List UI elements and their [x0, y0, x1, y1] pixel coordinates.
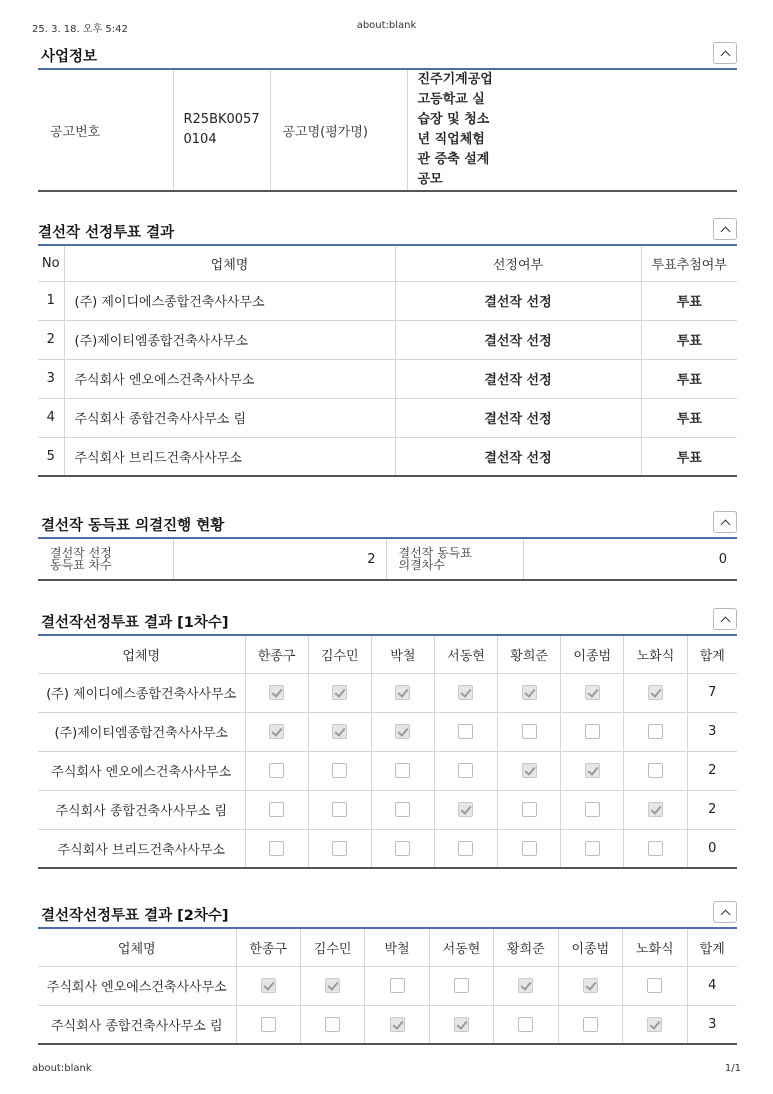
checkbox-unchecked-icon: [585, 841, 600, 856]
checkbox-checked-icon: [458, 802, 473, 817]
vote-total: 4: [687, 966, 737, 1005]
tie-section: [38, 507, 737, 581]
vote-cell: [434, 790, 497, 829]
footer-url: about:blank: [32, 1063, 92, 1074]
vote-cell: [308, 673, 371, 712]
checkbox-unchecked-icon: [648, 763, 663, 778]
vote-cell: [498, 751, 561, 790]
tie-resolve-label: 결선작 동득표 의결차수: [386, 538, 523, 580]
checkbox-checked-icon: [585, 685, 600, 700]
vote-cell: [245, 751, 308, 790]
vote-round1-section: [38, 604, 737, 869]
table-row: [38, 1005, 737, 1044]
checkbox-unchecked-icon: [269, 802, 284, 817]
table-row: 4 주식회사 종합건축사사무소 림 결선작 선정 투표: [38, 398, 737, 437]
col-total: 합계: [687, 928, 737, 966]
vote-cell: [245, 712, 308, 751]
col-judge: 서동현: [429, 928, 493, 966]
header-row: [38, 928, 737, 966]
checkbox-unchecked-icon: [648, 841, 663, 856]
company-name: 주식회사 종합건축사사무소 림: [38, 1005, 236, 1044]
col-selected: 선정여부: [395, 245, 641, 281]
table-row: [38, 790, 737, 829]
col-judge: 박철: [365, 928, 429, 966]
checkbox-checked-icon: [458, 685, 473, 700]
checkbox-checked-icon: [522, 685, 537, 700]
vote-cell: [498, 790, 561, 829]
checkbox-unchecked-icon: [269, 841, 284, 856]
vote-cell: [365, 966, 429, 1005]
checkbox-checked-icon: [648, 802, 663, 817]
checkbox-unchecked-icon: [269, 763, 284, 778]
checkbox-checked-icon: [269, 685, 284, 700]
table-row: [38, 712, 737, 751]
col-judge: 박철: [371, 635, 434, 673]
notice-name-label: 공고명(평가명): [270, 69, 407, 191]
section-header: [38, 507, 737, 537]
section-header: [38, 604, 737, 634]
collapse-chevron-up-icon[interactable]: [713, 511, 737, 533]
tie-round-label: 결선작 선정 동득표 차수: [38, 538, 173, 580]
col-judge: 한종구: [245, 635, 308, 673]
notice-no-value: R25BK0057 0104: [173, 69, 270, 191]
checkbox-checked-icon: [585, 763, 600, 778]
checkbox-checked-icon: [332, 724, 347, 739]
section-title: 결선작선정투표 결과 [2차수]: [41, 908, 229, 924]
checkbox-unchecked-icon: [518, 1017, 533, 1032]
vote-cell: [365, 1005, 429, 1044]
vote-cell: [308, 829, 371, 868]
col-judge: 이종범: [558, 928, 622, 966]
table-row: 3 주식회사 엔오에스건축사사무소 결선작 선정 투표: [38, 359, 737, 398]
vote-cell: [371, 790, 434, 829]
checkbox-unchecked-icon: [458, 763, 473, 778]
company-name: 주식회사 브리드건축사사무소: [38, 829, 245, 868]
checkbox-checked-icon: [395, 685, 410, 700]
company-name: 주식회사 엔오에스건축사사무소: [38, 751, 245, 790]
biz-info-table: [38, 68, 737, 192]
vote-round2-section: [38, 897, 737, 1045]
vote-cell: [236, 1005, 300, 1044]
vote-cell: [624, 712, 687, 751]
vote-cell: [371, 673, 434, 712]
col-total: 합계: [687, 635, 737, 673]
vote-cell: [371, 829, 434, 868]
checkbox-checked-icon: [261, 978, 276, 993]
col-no: No: [38, 245, 64, 281]
vote-cell: [434, 673, 497, 712]
vote-total: 3: [687, 712, 737, 751]
vote-cell: [245, 673, 308, 712]
checkbox-unchecked-icon: [332, 802, 347, 817]
checkbox-unchecked-icon: [458, 841, 473, 856]
col-judge: 서동현: [434, 635, 497, 673]
vote-cell: [558, 1005, 622, 1044]
section-title: 결선작 동득표 의결진행 현황: [41, 518, 225, 534]
checkbox-checked-icon: [390, 1017, 405, 1032]
checkbox-checked-icon: [583, 978, 598, 993]
print-date: 25. 3. 18. 오후 5:42: [32, 24, 128, 35]
vote-cell: [561, 790, 624, 829]
col-method: 투표추첨여부: [641, 245, 737, 281]
vote-cell: [245, 790, 308, 829]
collapse-chevron-up-icon[interactable]: [713, 608, 737, 630]
table-row: 1 (주) 제이디에스종합건축사사무소 결선작 선정 투표: [38, 281, 737, 320]
col-judge: 이종범: [561, 635, 624, 673]
checkbox-checked-icon: [647, 1017, 662, 1032]
col-judge: 노화식: [624, 635, 687, 673]
vote-round2-table: [38, 927, 737, 1045]
col-company: 업체명: [38, 928, 236, 966]
company-name: (주) 제이디에스종합건축사사무소: [38, 673, 245, 712]
vote-cell: [624, 790, 687, 829]
company-name: 주식회사 엔오에스건축사사무소: [38, 966, 236, 1005]
section-title: 결선작선정투표 결과 [1차수]: [41, 615, 229, 631]
vote-cell: [558, 966, 622, 1005]
result-section: [38, 214, 737, 477]
section-title: 결선작 선정투표 결과: [38, 225, 175, 241]
col-company: 업체명: [64, 245, 395, 281]
result-table: [38, 244, 737, 477]
vote-cell: [434, 751, 497, 790]
vote-total: 2: [687, 751, 737, 790]
table-row: 5 주식회사 브리드건축사사무소 결선작 선정 투표: [38, 437, 737, 476]
checkbox-checked-icon: [518, 978, 533, 993]
checkbox-unchecked-icon: [261, 1017, 276, 1032]
collapse-chevron-up-icon[interactable]: [713, 218, 737, 240]
vote-cell: [308, 790, 371, 829]
section-title: 사업정보: [41, 49, 98, 65]
vote-cell: [623, 966, 687, 1005]
collapse-chevron-up-icon[interactable]: [713, 901, 737, 923]
table-row: [38, 966, 737, 1005]
checkbox-unchecked-icon: [648, 724, 663, 739]
vote-cell: [623, 1005, 687, 1044]
vote-cell: [561, 751, 624, 790]
checkbox-unchecked-icon: [395, 763, 410, 778]
notice-no-label: 공고번호: [38, 69, 173, 191]
checkbox-unchecked-icon: [332, 841, 347, 856]
checkbox-unchecked-icon: [395, 802, 410, 817]
checkbox-unchecked-icon: [647, 978, 662, 993]
print-title: about:blank: [356, 20, 417, 31]
company-name: (주)제이티엠종합건축사사무소: [38, 712, 245, 751]
vote-cell: [494, 966, 558, 1005]
checkbox-unchecked-icon: [585, 802, 600, 817]
col-judge: 황희준: [494, 928, 558, 966]
table-row: 2 (주)제이티엠종합건축사사무소 결선작 선정 투표: [38, 320, 737, 359]
header-row: [38, 635, 737, 673]
vote-total: 7: [687, 673, 737, 712]
table-row: [38, 751, 737, 790]
vote-cell: [300, 966, 364, 1005]
vote-cell: [371, 712, 434, 751]
vote-cell: [561, 673, 624, 712]
col-judge: 김수민: [300, 928, 364, 966]
checkbox-unchecked-icon: [325, 1017, 340, 1032]
vote-cell: [624, 751, 687, 790]
vote-cell: [371, 751, 434, 790]
print-header: [32, 20, 741, 34]
biz-info-section: [38, 38, 737, 192]
vote-cell: [561, 829, 624, 868]
vote-cell: [245, 829, 308, 868]
col-judge: 노화식: [623, 928, 687, 966]
vote-total: 2: [687, 790, 737, 829]
checkbox-checked-icon: [454, 1017, 469, 1032]
section-header: [38, 214, 737, 244]
section-header: [38, 897, 737, 927]
vote-cell: [624, 829, 687, 868]
vote-cell: [434, 829, 497, 868]
vote-cell: [624, 673, 687, 712]
checkbox-unchecked-icon: [395, 841, 410, 856]
tie-table: [38, 537, 737, 581]
checkbox-unchecked-icon: [585, 724, 600, 739]
checkbox-checked-icon: [395, 724, 410, 739]
col-company: 업체명: [38, 635, 245, 673]
vote-cell: [498, 673, 561, 712]
page-number: 1/1: [724, 1063, 741, 1074]
notice-name-value: 진주기계공업 고등학교 실 습장 및 청소 년 직업체험 관 증축 설계 공모: [407, 69, 737, 191]
checkbox-checked-icon: [269, 724, 284, 739]
tie-resolve-value: 0: [523, 538, 737, 580]
checkbox-checked-icon: [332, 685, 347, 700]
checkbox-checked-icon: [522, 763, 537, 778]
vote-round1-table: [38, 634, 737, 869]
checkbox-unchecked-icon: [522, 841, 537, 856]
table-row: [38, 829, 737, 868]
vote-cell: [498, 829, 561, 868]
checkbox-checked-icon: [325, 978, 340, 993]
company-name: 주식회사 종합건축사사무소 림: [38, 790, 245, 829]
vote-total: 3: [687, 1005, 737, 1044]
col-judge: 한종구: [236, 928, 300, 966]
checkbox-checked-icon: [648, 685, 663, 700]
vote-cell: [236, 966, 300, 1005]
vote-cell: [300, 1005, 364, 1044]
collapse-chevron-up-icon[interactable]: [713, 42, 737, 64]
checkbox-unchecked-icon: [583, 1017, 598, 1032]
checkbox-unchecked-icon: [522, 802, 537, 817]
vote-cell: [561, 712, 624, 751]
vote-cell: [308, 712, 371, 751]
checkbox-unchecked-icon: [458, 724, 473, 739]
col-judge: 황희준: [498, 635, 561, 673]
section-header: [38, 38, 737, 68]
tie-round-value: 2: [173, 538, 386, 580]
checkbox-unchecked-icon: [454, 978, 469, 993]
vote-cell: [308, 751, 371, 790]
vote-cell: [494, 1005, 558, 1044]
checkbox-unchecked-icon: [332, 763, 347, 778]
checkbox-unchecked-icon: [390, 978, 405, 993]
table-row: [38, 673, 737, 712]
vote-cell: [429, 966, 493, 1005]
vote-total: 0: [687, 829, 737, 868]
vote-cell: [429, 1005, 493, 1044]
vote-cell: [498, 712, 561, 751]
checkbox-unchecked-icon: [522, 724, 537, 739]
col-judge: 김수민: [308, 635, 371, 673]
vote-cell: [434, 712, 497, 751]
